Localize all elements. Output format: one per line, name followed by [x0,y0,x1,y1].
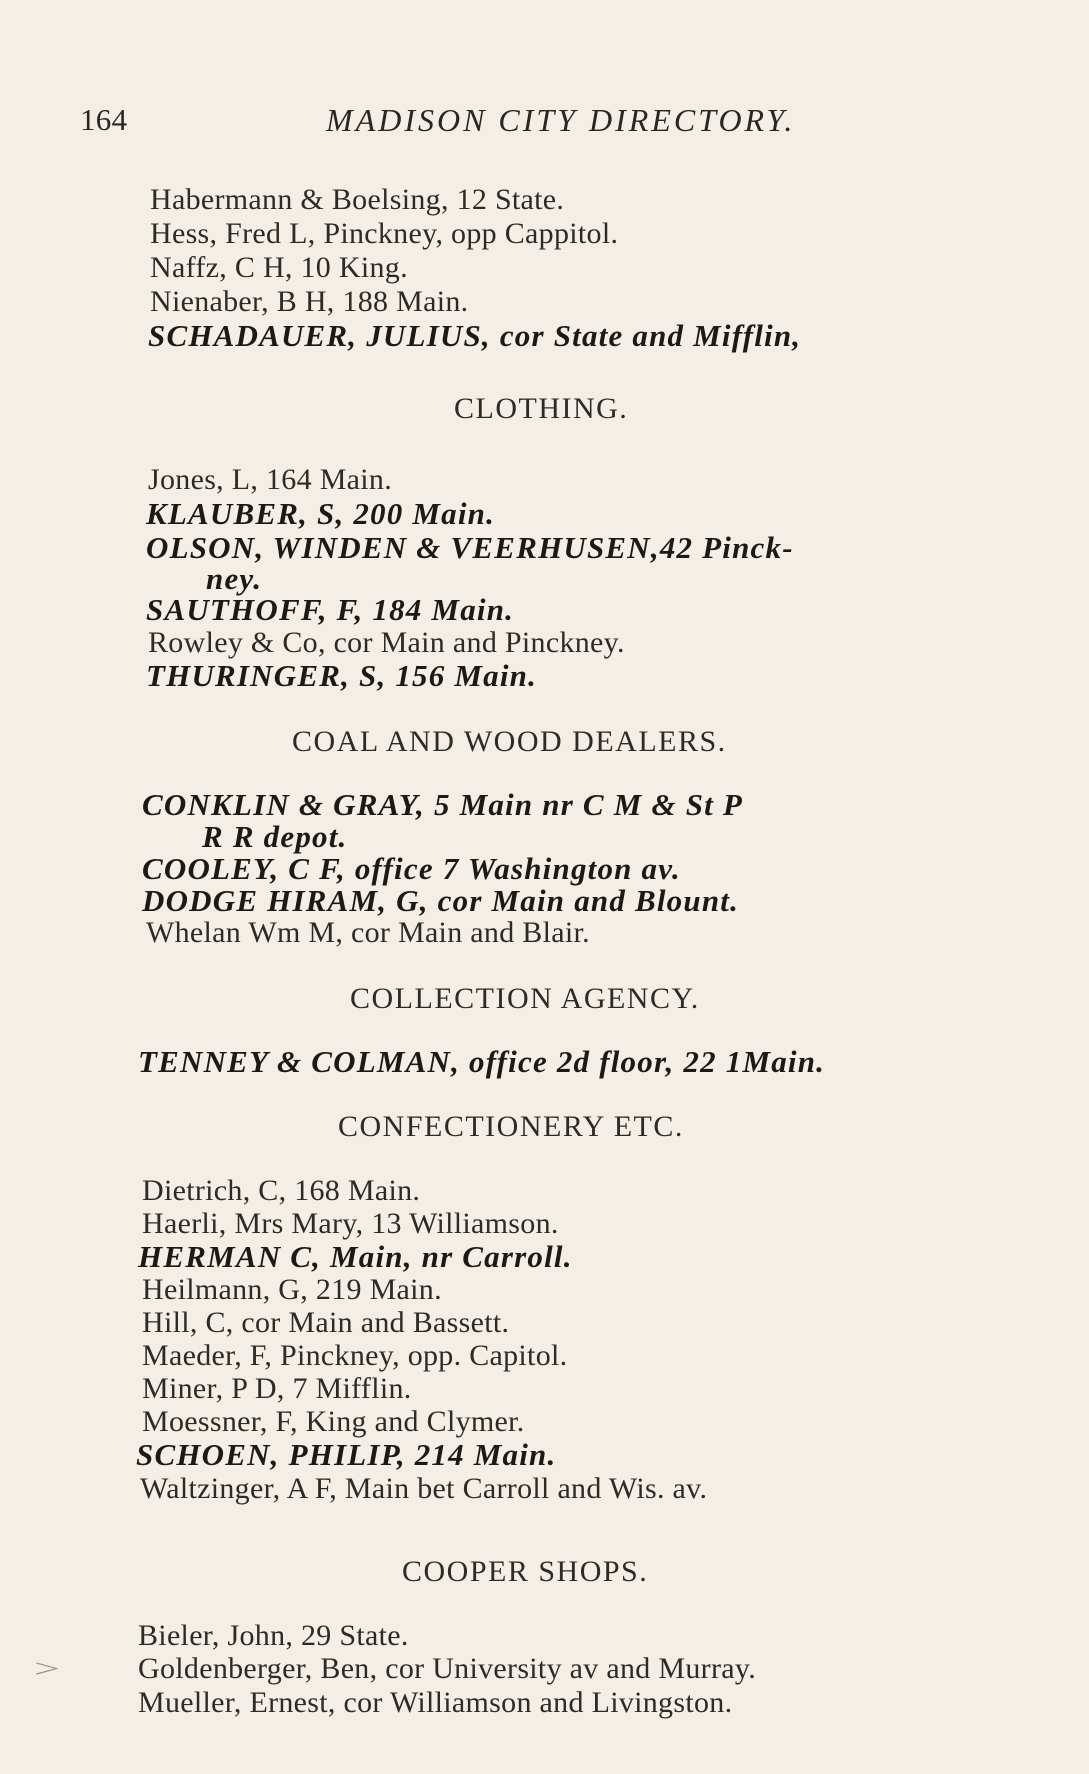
listing-entry: Goldenberger, Ben, cor University av and Murray. [138,1652,757,1685]
section-heading-clothing: CLOTHING. [454,392,629,425]
listing-entry: Maeder, F, Pinckney, opp. Capitol. [142,1339,568,1372]
listing-entry: Miner, P D, 7 Mifflin. [142,1372,412,1405]
section-heading-confectionery: CONFECTIONERY ETC. [338,1110,684,1143]
page-number: 164 [80,102,128,137]
listing-entry: Whelan Wm M, cor Main and Blair. [146,916,590,949]
listing-entry: Jones, L, 164 Main. [148,463,393,496]
listing-entry-bold: SCHOEN, PHILIP, 214 Main. [136,1437,557,1472]
listing-entry-bold: SCHADAUER, JULIUS, cor State and Mifflin, [148,318,802,353]
listing-entry: Moessner, F, King and Clymer. [142,1405,525,1438]
listing-entry: Waltzinger, A F, Main bet Carroll and Wis. av. [140,1472,708,1505]
listing-entry: Habermann & Boelsing, 12 State. [150,183,565,216]
listing-entry-bold: OLSON, WINDEN & VEERHUSEN,42 Pinck- [146,530,794,565]
margin-pencil-mark: > [34,1654,60,1683]
listing-entry: Dietrich, C, 168 Main. [142,1174,421,1207]
listing-entry-bold: COOLEY, C F, office 7 Washington av. [142,851,682,886]
listing-entry-bold: TENNEY & COLMAN, office 2d floor, 22 1Main. [138,1044,826,1079]
listing-entry: Hess, Fred L, Pinckney, opp Cappitol. [150,217,619,250]
listing-entry-bold: KLAUBER, S, 200 Main. [146,496,496,531]
listing-entry: Mueller, Ernest, cor Williamson and Livingston. [138,1686,733,1719]
listing-entry-bold: SAUTHOFF, F, 184 Main. [146,592,515,627]
listing-entry-bold: HERMAN C, Main, nr Carroll. [138,1239,573,1274]
section-heading-coal-wood: COAL AND WOOD DEALERS. [292,725,727,758]
section-heading-collection-agency: COLLECTION AGENCY. [350,982,700,1015]
listing-entry: Naffz, C H, 10 King. [150,251,408,284]
listing-entry-bold: CONKLIN & GRAY, 5 Main nr C M & St P [142,787,744,822]
listing-entry-continuation: R R depot. [202,819,348,854]
listing-entry: Heilmann, G, 219 Main. [142,1273,442,1306]
running-head-title: MADISON CITY DIRECTORY. [326,102,796,138]
listing-entry: Bieler, John, 29 State. [138,1619,409,1652]
listing-entry-bold: DODGE HIRAM, G, cor Main and Blount. [142,883,740,918]
section-heading-cooper-shops: COOPER SHOPS. [402,1555,649,1588]
listing-entry: Hill, C, cor Main and Bassett. [142,1306,510,1339]
listing-entry: Nienaber, B H, 188 Main. [150,285,469,318]
listing-entry-bold: THURINGER, S, 156 Main. [146,658,538,693]
listing-entry: Haerli, Mrs Mary, 13 Williamson. [142,1207,559,1240]
listing-entry-continuation: ney. [206,561,263,596]
listing-entry: Rowley & Co, cor Main and Pinckney. [148,626,625,659]
